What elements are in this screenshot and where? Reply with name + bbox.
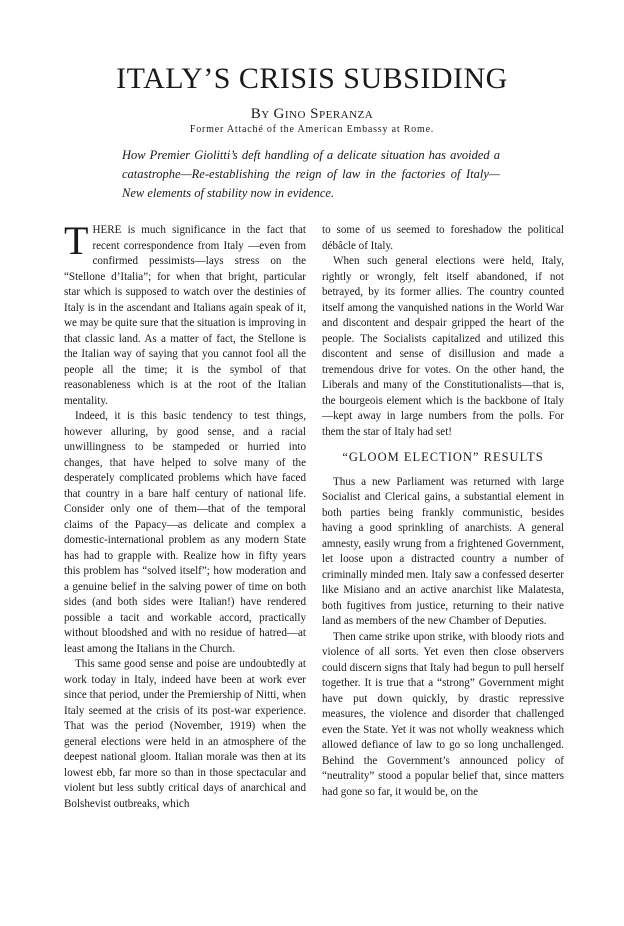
paragraph: Thus a new Parliament was returned with large Socialist and Clerical gains, a substantial element in both parties being frankly communistic, besides having a good sprinkling of anarchists. A general amnesty, easily wrung from a frightened Government, let loose upon a distracted country a number of criminally minded men. Italy saw a confessed deserter like Misiano and an active anarchist like Malatesta, both fugitives from justice, returning to their native land as members of the new Chamber of Deputies. — [322, 475, 564, 627]
article-title: ITALY’S CRISIS SUBSIDING — [116, 62, 508, 95]
paragraph: When such general elections were held, Italy, rightly or wrongly, felt itself abandoned, if not betrayed, by its former allies. The country counted itself among the vanquished nations in the World War and discontent and despair gripped the heart of the people. The Socialists capitalized and utilized this discontent and sense of disillusion and made a tremendous drive for votes. On the other hand, the Liberals and many of the Constitutionalists—that is, the bourgeois element which is the backbone of Italy—kept away in large numbers from the polls. For them the star of Italy had set! — [322, 255, 564, 438]
paragraph: Then came strike upon strike, with bloody riots and violence of all sorts. Yet even then close observers could discern signs that Italy had begun to pull herself together. It is true that a “strong” Government might have put down quickly, by drastic repressive measures, the violence and disorder that challenged even the State. Yet it was not wholly weakness which allowed defiance of law to go so long unchallenged. Behind the Government’s announced policy of “neutrality” stood a popular belief that, since matters had gone so far, it would be, on the — [322, 630, 564, 798]
paragraph-text: HERE is much significance in the fact that recent correspondence from Italy —even from confirmed pessimists—lays stress on the “Stellone d’Italia”; for when that bright, particular star which is supposed to watch over the destinies of Italy is in the ascendant and Italians again speak of it, we may be quite sure that the situation is improving in that classic land. As a matter of fact, the Stellone is the Italian way of saying that you cannot fool all the people all the time; it is the symbol of that reasonableness which is at the root of the Italian mentality. — [64, 224, 306, 407]
author-affiliation: Former Attaché of the American Embassy at Rome. — [189, 124, 435, 135]
right-column — [322, 223, 564, 800]
section-subhead: “GLOOM ELECTION” RESULTS — [342, 450, 544, 464]
article-dek: How Premier Giolitti’s deft handling of a delicate situation has avoided a catastrophe—Re-establishing the reign of law in the factories of Italy—New elements of stability now in evidence. — [122, 148, 500, 200]
author-name: Gino Speranza — [273, 106, 374, 122]
paragraph: to some of us seemed to foreshadow the political débâcle of Italy. — [322, 224, 564, 252]
drop-cap: T — [64, 218, 89, 263]
paragraph: This same good sense and poise are undoubtedly at work today in Italy, indeed have been at work ever since that period, under the Premiership of Nitti, when Italy seemed at the crisis of its post-war experience. That was the period (November, 1919) when the general elections were held in an atmosphere of the deepest national gloom. Italian morale was then at its lowest ebb, far more so than in those spectacular and violent but less subtly critical days of anarchical and Bolshevist outbreaks, which — [64, 658, 306, 810]
left-column — [64, 218, 306, 812]
byline — [0, 106, 624, 123]
paragraph: Indeed, it is this basic tendency to test things, however alluring, by good sense, and a racial unwillingness to be stampeded or hurried into changes, that have helped to solve many of the desperately complicated problems which have faced that country in a bare half century of national life. Consider only one of them—that of the temporal claims of the Papacy—as delicate and complex a domestic-international problem as any modern State has had to grapple with. Realize how in fifty years this problem has “solved itself”; how moderation and a genuine belief in the salving power of time on both sides (and both sides were Italian!) have rendered possible a tacit and workable accord, practically without bloodshed and with no residue of hatred—at least among the Italians in the Church. — [64, 410, 306, 655]
paragraph — [64, 218, 306, 409]
byline-prefix: By — [250, 106, 270, 122]
